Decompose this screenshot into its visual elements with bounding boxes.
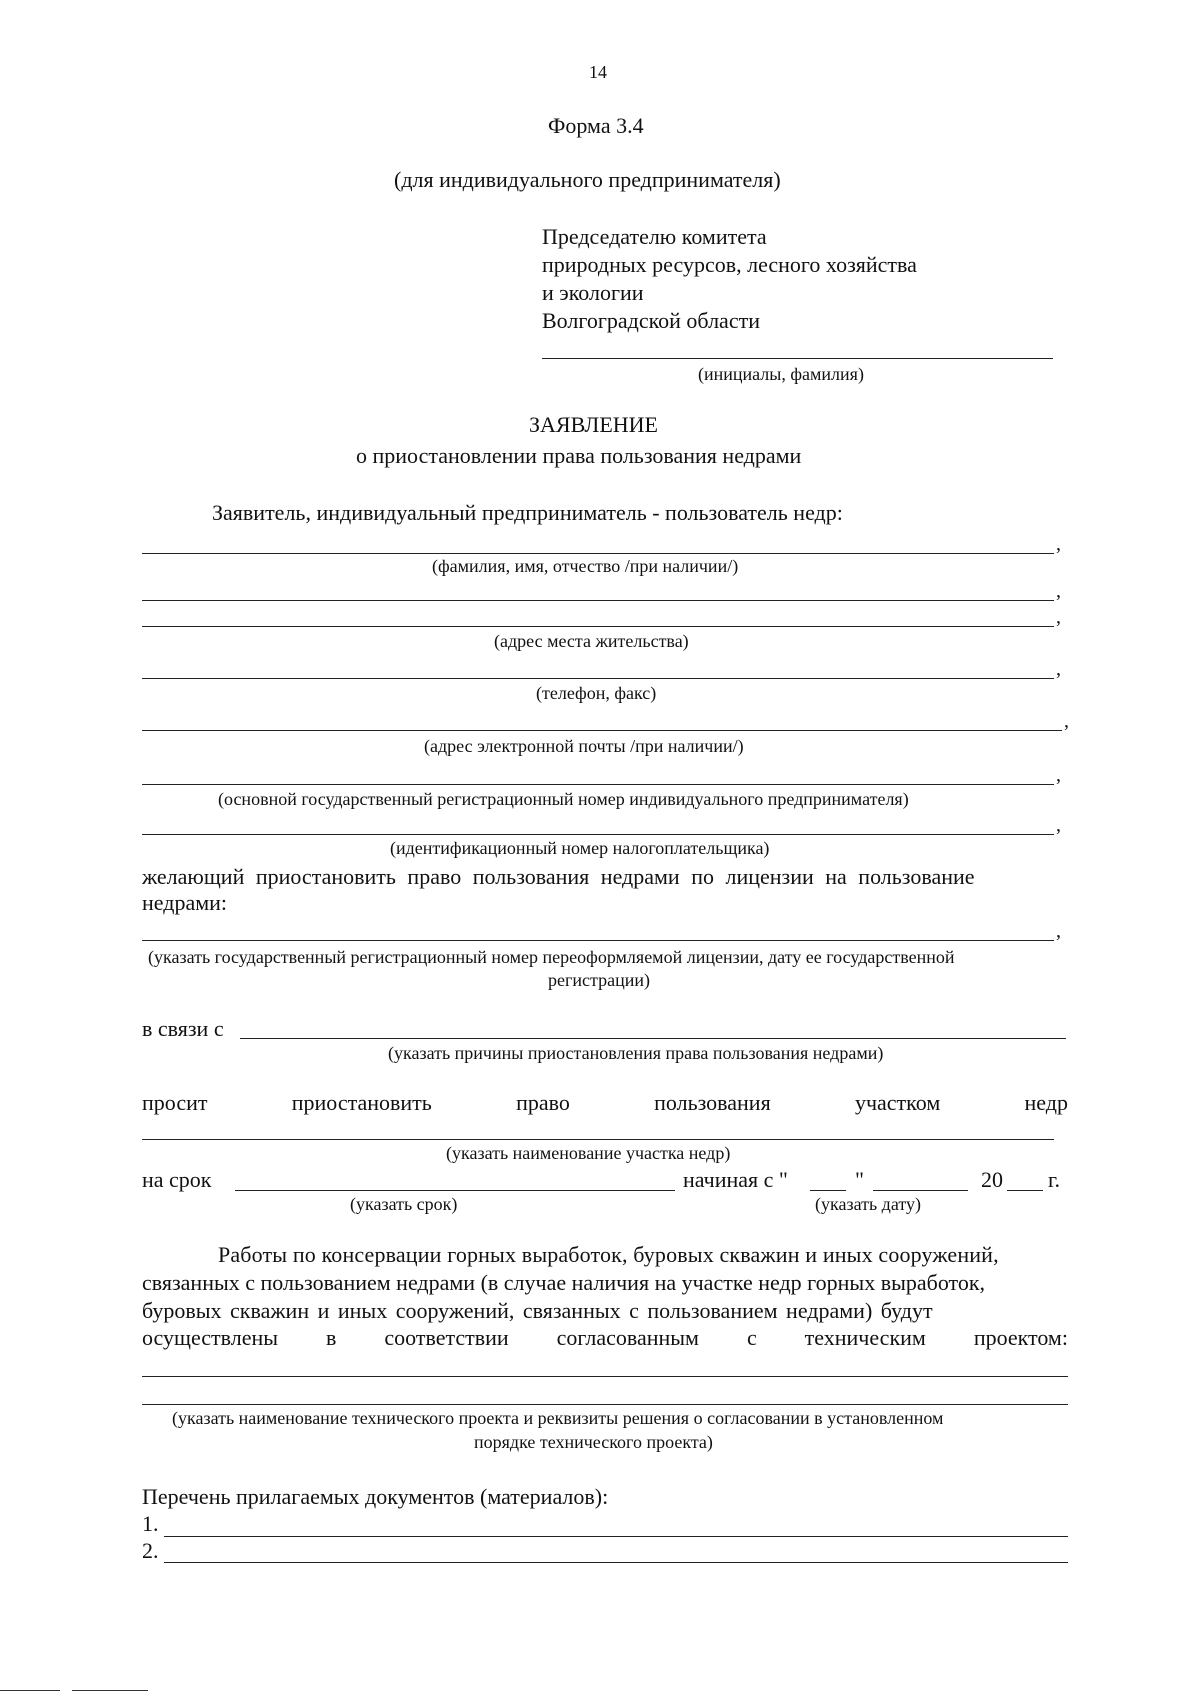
fio-hint: (фамилия, имя, отчество /при наличии/): [432, 556, 739, 576]
address-comma-1: ,: [1056, 580, 1061, 602]
fio-line[interactable]: [142, 553, 1054, 554]
conservation-line-1: Работы по консервации горных выработок, буровых скважин и иных сооружений,: [218, 1242, 999, 1267]
conservation-word-4: согласованным: [556, 1325, 699, 1350]
site-line[interactable]: [142, 1139, 1054, 1140]
attachments-title: Перечень прилагаемых документов (материалов):: [142, 1484, 609, 1509]
year-suffix: г.: [1048, 1167, 1061, 1192]
email-comma: ,: [1064, 710, 1069, 732]
attachment-item-2-line[interactable]: [164, 1562, 1068, 1563]
conservation-line-4: [142, 1325, 1068, 1351]
conservation-word-5: с: [746, 1325, 757, 1350]
ogrnip-comma: ,: [1056, 764, 1061, 786]
address-hint: (адрес места жительства): [494, 631, 689, 651]
scan-mark-2: [72, 1690, 148, 1691]
email-hint: (адрес электронной почты /при наличии/): [424, 736, 744, 756]
request-word-6: недр: [1024, 1090, 1068, 1115]
conservation-line-3: буровых скважин и иных сооружений, связанных с пользованием недрами) будут: [142, 1298, 933, 1323]
address-line-2[interactable]: [142, 626, 1054, 627]
inn-line[interactable]: [142, 834, 1054, 835]
ogrnip-line[interactable]: [142, 784, 1054, 785]
day-line[interactable]: [810, 1190, 846, 1191]
in-connection-label: в связи с: [142, 1016, 224, 1041]
conservation-word-3: соответствии: [384, 1325, 509, 1350]
addressee-line-3: и экологии: [542, 280, 644, 305]
license-hint-1: (указать государственный регистрационный номер переоформляемой лицензии, дату ее государственной: [148, 947, 955, 967]
quote-close: ": [855, 1167, 864, 1192]
conservation-word-6: техническим: [804, 1325, 926, 1350]
license-hint-2: регистрации): [548, 970, 650, 990]
addressee-line-4: Волгоградской области: [542, 308, 760, 333]
document-title: ЗАЯВЛЕНИЕ: [529, 412, 658, 437]
fio-comma: ,: [1056, 533, 1061, 555]
request-word-5: участком: [854, 1090, 941, 1115]
year-prefix: 20: [981, 1167, 1003, 1192]
term-hint: (указать срок): [350, 1194, 458, 1214]
reason-line[interactable]: [240, 1038, 1066, 1039]
page-number: 14: [589, 62, 607, 82]
form-subtitle: (для индивидуального предпринимателя): [394, 167, 781, 192]
phone-line[interactable]: [142, 678, 1054, 679]
reason-hint: (указать причины приостановления права пользования недрами): [388, 1043, 884, 1063]
term-line[interactable]: [235, 1190, 675, 1191]
ogrnip-hint: (основной государственный регистрационный номер индивидуального предпринимателя): [218, 789, 909, 809]
conservation-word-1: осуществлены: [142, 1325, 279, 1350]
license-comma: ,: [1056, 920, 1061, 942]
request-word-2: приостановить: [291, 1090, 432, 1115]
phone-comma: ,: [1056, 658, 1061, 680]
inn-comma: ,: [1056, 814, 1061, 836]
request-word-4: пользования: [654, 1090, 771, 1115]
initials-hint: (инициалы, фамилия): [698, 364, 864, 384]
conservation-word-2: в: [326, 1325, 337, 1350]
project-hint-1: (указать наименование технического проекта и реквизиты решения о согласовании в установленном: [172, 1408, 944, 1428]
month-line[interactable]: [873, 1190, 968, 1191]
attachment-item-1-line[interactable]: [164, 1536, 1068, 1537]
form-title: Форма 3.4: [548, 113, 644, 138]
request-line: [142, 1090, 1068, 1116]
addressee-line-2: природных ресурсов, лесного хозяйства: [542, 252, 917, 277]
phone-hint: (телефон, факс): [536, 683, 657, 703]
inn-hint: (идентификационный номер налогоплательщика): [390, 838, 770, 858]
project-line-1[interactable]: [142, 1376, 1068, 1377]
starting-label: начиная с ": [683, 1167, 788, 1192]
address-line-1[interactable]: [142, 600, 1054, 601]
license-line[interactable]: [142, 940, 1054, 941]
attachment-item-2-number: 2.: [142, 1538, 159, 1563]
applicant-intro: Заявитель, индивидуальный предприниматель - пользователь недр:: [212, 500, 843, 525]
addressee-line-1: Председателю комитета: [542, 224, 767, 249]
date-hint: (указать дату): [815, 1194, 921, 1214]
conservation-line-2: связанных с пользованием недрами (в случае наличия на участке недр горных выработок,: [142, 1270, 986, 1295]
conservation-word-7: проектом:: [973, 1325, 1068, 1350]
project-line-2[interactable]: [142, 1404, 1068, 1405]
wish-text: желающий приостановить право пользования недрами по лицензии на пользование: [142, 864, 975, 889]
wish-text-line-1: [142, 864, 1066, 890]
address-comma-2: ,: [1056, 606, 1061, 628]
project-hint-2: порядке технического проекта): [474, 1432, 713, 1452]
request-word-1: просит: [142, 1090, 208, 1115]
request-word-3: право: [516, 1090, 570, 1115]
year-line[interactable]: [1007, 1190, 1043, 1191]
term-label: на срок: [142, 1167, 212, 1192]
attachment-item-1-number: 1.: [142, 1511, 159, 1536]
document-subtitle: о приостановлении права пользования недрами: [356, 443, 802, 468]
email-line[interactable]: [142, 730, 1062, 731]
initials-line[interactable]: [542, 358, 1053, 359]
wish-text-line-2: недрами:: [142, 890, 228, 915]
scan-mark: [0, 1690, 60, 1691]
site-hint: (указать наименование участка недр): [446, 1143, 731, 1163]
